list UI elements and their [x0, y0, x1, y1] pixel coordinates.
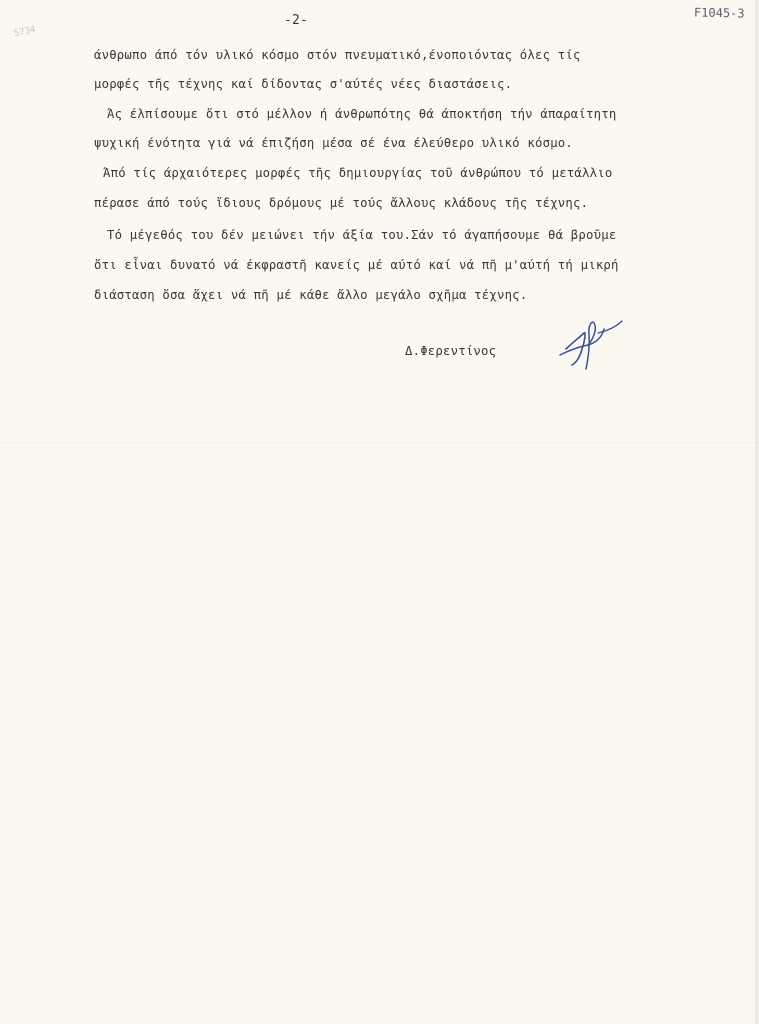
text-line: διάσταση ὄσα ἄχει νά πῆ μέ κάθε ἄλλο μεγάλο σχῆμα τέχνης. [94, 288, 528, 302]
text-line: Άπό τίς άρχαιότερες μορφές τῆς δημιουργίας τοῦ άνθρώπου τό μετάλλιο [103, 166, 613, 180]
archive-reference: F1045-3 [694, 5, 746, 21]
text-line: πέρασε άπό τούς ἴδιους δρόμους μέ τούς ἄλλους κλάδους τῆς τέχνης. [94, 196, 589, 210]
text-line: Τό μέγεθός του δέν μειώνει τήν άξία του.Σάν τό άγαπήσουμε θά βροῦμε [107, 228, 617, 242]
text-line: Άς έλπίσουμε ὄτι στό μέλλον ή άνθρωπότης θά άποκτήση τήν άπαραίτητη [107, 107, 617, 121]
text-line: άνθρωπο άπό τόν υλικό κόσμο στόν πνευματικό,ένοποιόντας όλες τίς [94, 48, 581, 62]
page-number: -2- [284, 13, 309, 28]
handwritten-signature [558, 315, 628, 371]
corner-stamp-mark: 5734 [13, 24, 37, 40]
page-edge [755, 0, 759, 1024]
signature-name: Δ.Φερεντίνος [405, 344, 497, 358]
text-line: ὄτι εἶναι δυνατό νά έκφραστῆ κανείς μέ αύτό καί νά πῆ μ'αύτή τή μικρή [94, 258, 619, 272]
page-fold-line [0, 442, 759, 443]
text-line: ψυχική ένότητα γιά νά έπιζήση μέσα σέ ένα έλεύθερο υλικό κόσμο. [94, 136, 574, 150]
text-line: μορφές τῆς τέχνης καί δίδοντας σ'αύτές νέες διαστάσεις. [94, 77, 513, 91]
